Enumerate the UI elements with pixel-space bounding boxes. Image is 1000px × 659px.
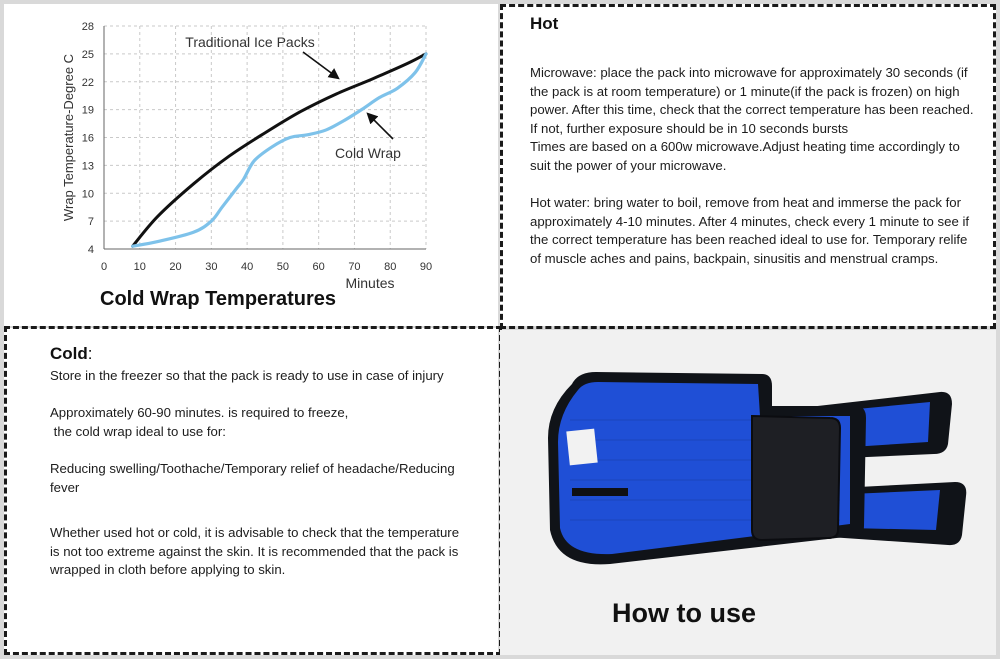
howto-label: How to use [612,598,757,628]
x-tick-label: 10 [133,261,146,273]
y-tick-label: 25 [81,48,94,61]
x-axis-label: Minutes [345,275,395,291]
y-tick-label: 28 [81,21,94,33]
y-tick-label: 7 [87,216,94,229]
x-tick-label: 30 [205,261,218,273]
cold-paragraph-safety: Whether used hot or cold, it is advisable to check that the temperature is not too extreme against the skin. It is recommended that the pack is wrapped in cloth before applying to skin. [50,525,460,578]
wrap-velcro-tab [572,488,628,496]
cold-paragraph-storage: Store in the freezer so that the pack is ready to use in case of injury [50,368,444,383]
y-tick-label: 16 [81,132,94,145]
x-tick-label: 20 [169,261,182,273]
y-tick-label: 4 [87,244,94,256]
y-tick-label: 13 [81,160,94,173]
hot-paragraph-microwave: Microwave: place the pack into microwave for approximately 30 seconds (if the pack is at room temperature) or 1 minute(if the pack is frozen) on high power. After this time, check that the correct temperature has been reached. If not, further exposure should be in 10 seconds bursts [530,65,974,136]
x-tick-label: 70 [348,261,361,273]
temperature-chart [0,0,500,300]
wrap-label-patch [566,429,597,466]
arrow-traditional-ice-packs [303,52,338,78]
y-axis-label: Wrap Temperature-Degree C [61,53,76,222]
cold-title [50,344,93,364]
cold-paragraph-ideal-use: the cold wrap ideal to use for: [50,423,226,439]
x-tick-label: 50 [276,261,290,273]
hot-paragraph-water: Hot water: bring water to boil, remove from heat and immerse the pack for approximately 4-10 minutes. After 4 minutes, check every 1 minute to see if the correct temperature has been reached ideal to use for. Temporary relife of muscle aches and pains, backpain, sinusitis and menstrual cramps. [530,195,970,266]
y-tick-label: 22 [81,76,94,89]
annotation-traditional-ice-packs: Traditional Ice Packs [185,34,315,50]
hot-title: Hot [530,14,559,33]
cold-title-text: Cold [50,344,88,363]
x-tick-label: 80 [384,261,397,273]
hot-instructions [530,64,980,269]
arrow-cold-wrap [368,114,393,139]
cold-wrap-product-image [500,330,996,590]
x-tick-label: 60 [312,261,325,273]
annotation-cold-wrap: Cold Wrap [335,145,401,161]
x-tick-label: 40 [240,261,254,273]
x-tick-label: 90 [419,261,433,273]
cold-instructions [50,367,470,580]
wrap-gel-pocket [752,416,840,540]
chart-caption: Cold Wrap Temperatures [100,288,336,310]
cold-paragraph-uses: Reducing swelling/Toothache/Temporary relief of headache/Reducing fever [50,460,455,495]
x-tick-label: 0 [100,261,108,273]
y-tick-label: 10 [81,188,94,201]
hot-paragraph-power: Times are based on a 600w microwave.Adjust heating time accordingly to suit the power of your microwave. [530,139,960,173]
y-tick-label: 19 [81,104,94,117]
cold-paragraph-freeze-time: Approximately 60-90 minutes. is required to freeze, [50,405,349,421]
cold-title-colon: : [87,344,93,363]
